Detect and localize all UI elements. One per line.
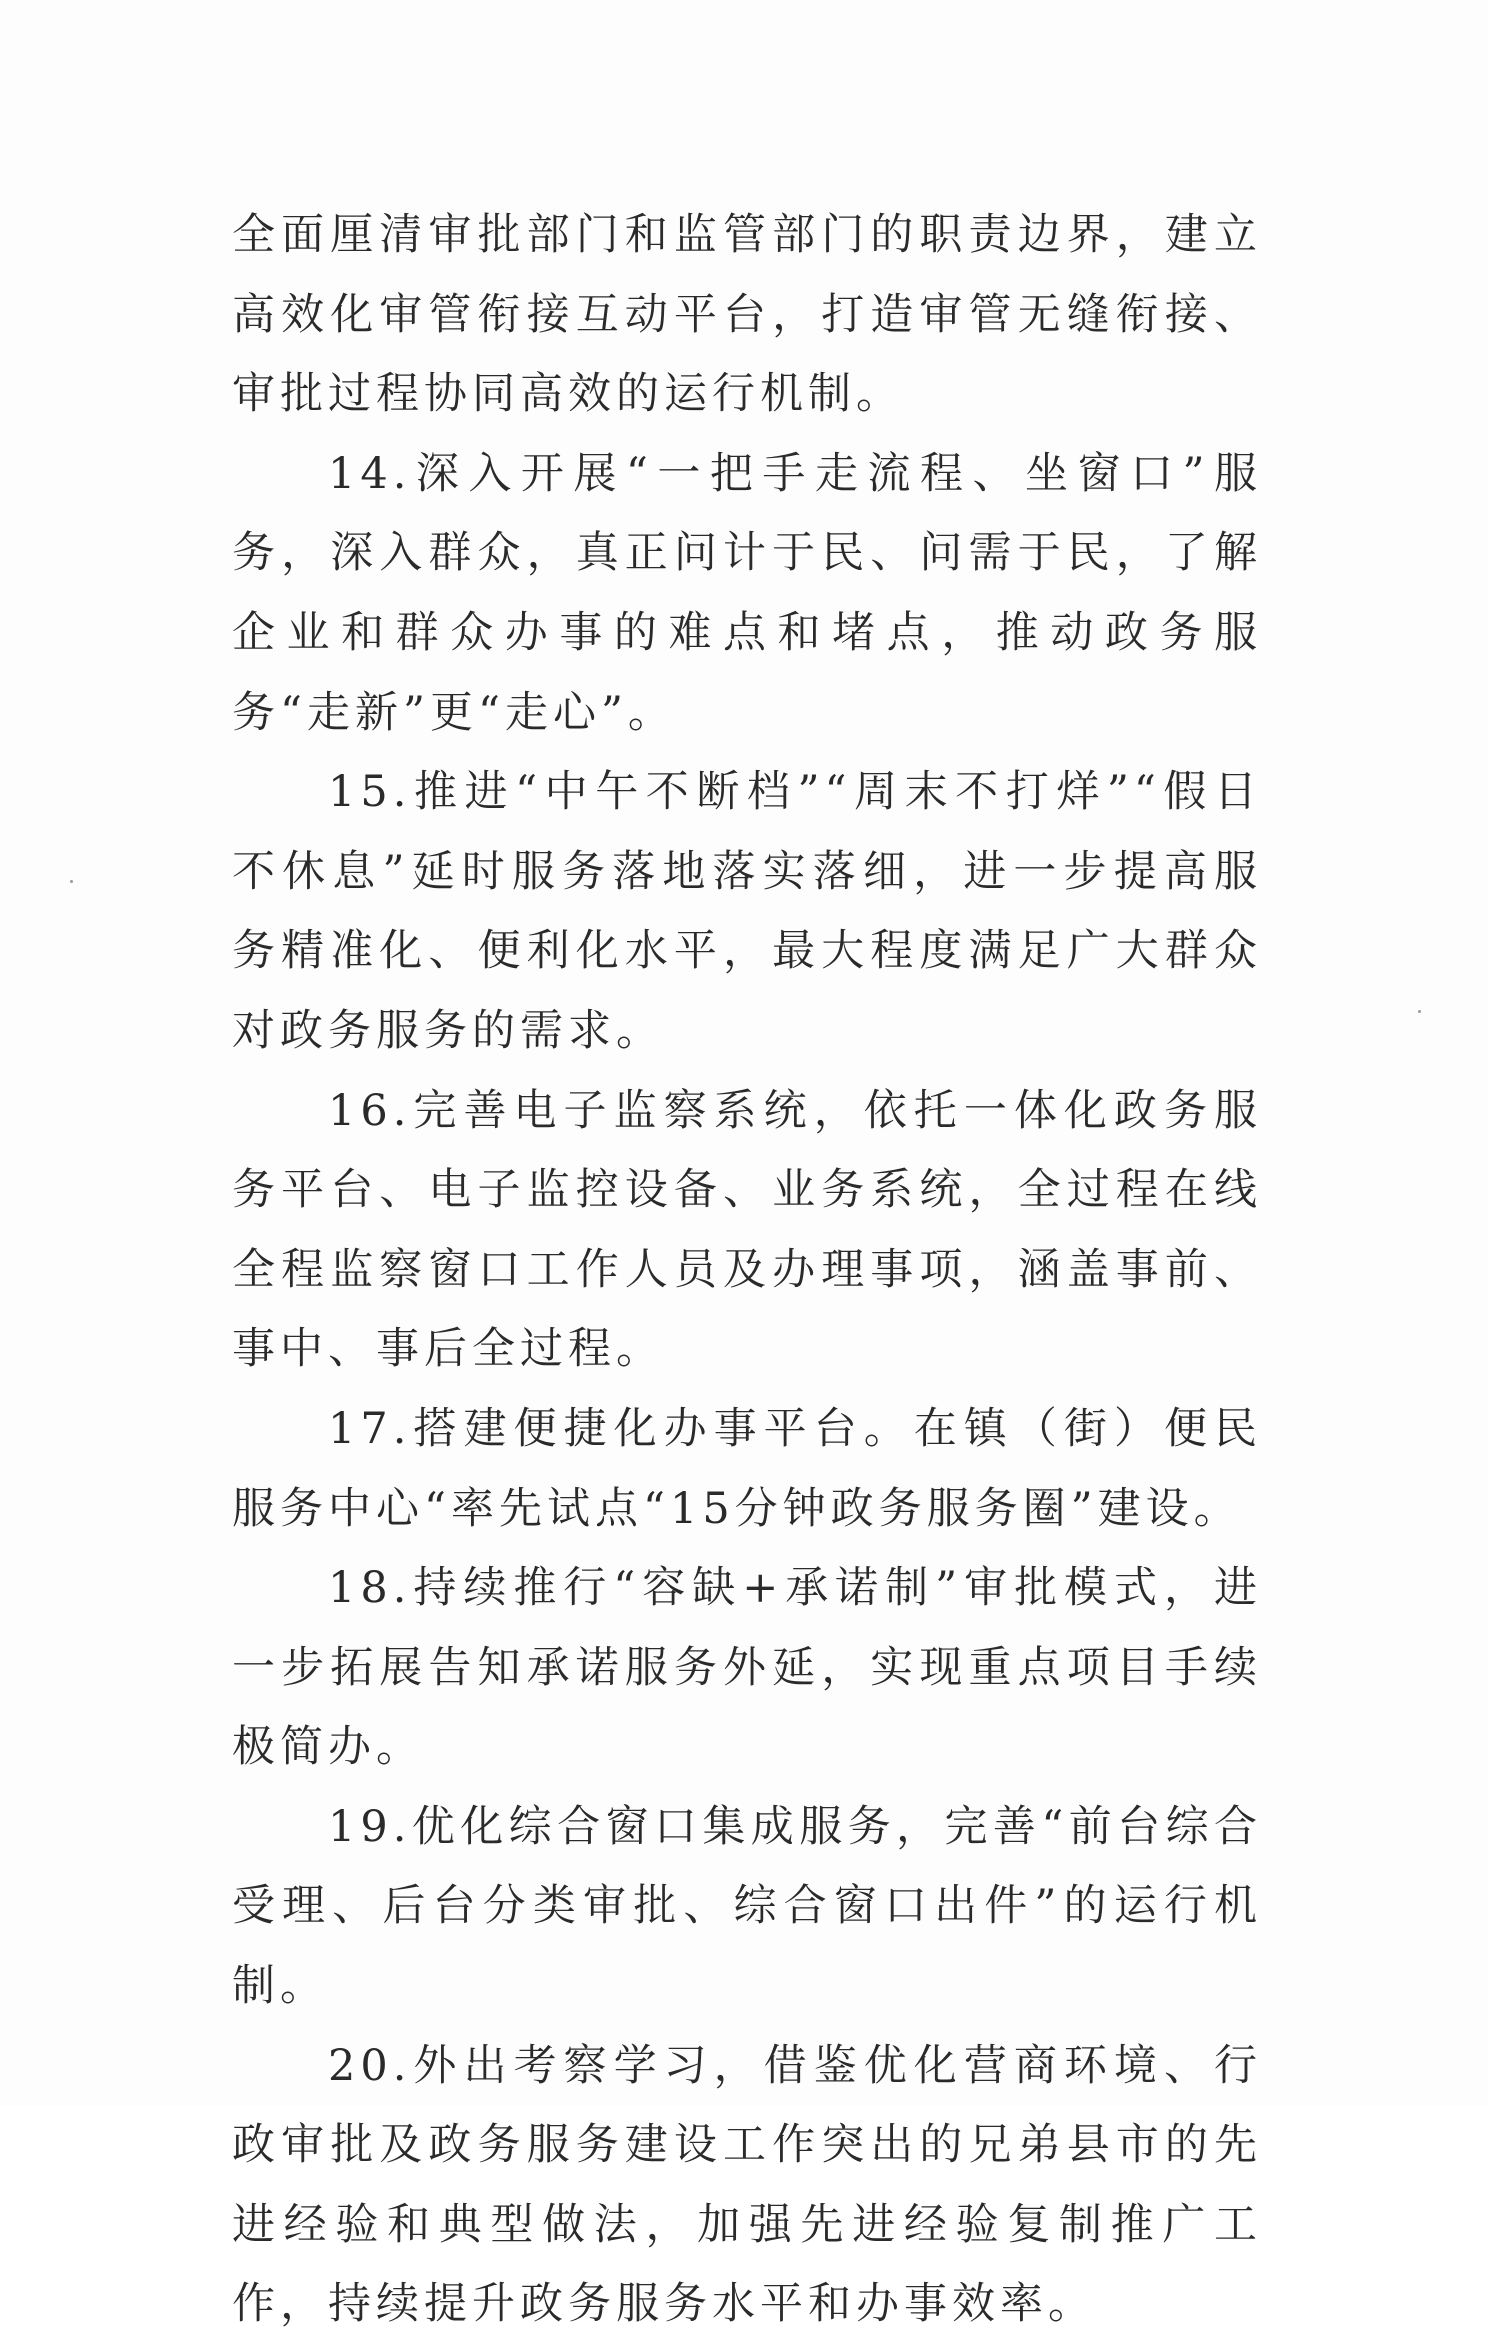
paragraph-item-17: 17.搭建便捷化办事平台。在镇（街）便民服务中心“率先试点“15分钟政务服务圈”建设。 xyxy=(232,1403,1262,1534)
paragraph-item-16: 16.完善电子监察系统，依托一体化政务服务平台、电子监控设备、业务系统，全过程在线全程监察窗口工作人员及办理事项，涵盖事前、事中、事后全过程。 xyxy=(232,1085,1262,1375)
document-body xyxy=(232,196,1262,2345)
paragraph-item-15: 15.推进“中午不断档”“周末不打烊”“假日不休息”延时服务落地落实落细，进一步提高服务精准化、便利化水平，最大程度满足广大群众对政务服务的需求。 xyxy=(232,767,1262,1056)
paragraph-item-18: 18.持续推行“容缺+承诺制”审批模式，进一步拓展告知承诺服务外延，实现重点项目手续极简办。 xyxy=(232,1563,1262,1773)
scan-speck xyxy=(1418,1010,1421,1013)
paragraph-continuation: 全面厘清审批部门和监管部门的职责边界，建立高效化审管衔接互动平台，打造审管无缝衔接、审批过程协同高效的运行机制。 xyxy=(232,210,1262,420)
paragraph-item-14: 14.深入开展“一把手走流程、坐窗口”服务，深入群众，真正问计于民、问需于民，了解企业和群众办事的难点和堵点，推动政务服务“走新”更“走心”。 xyxy=(232,448,1262,738)
paragraph-item-20: 20.外出考察学习，借鉴优化营商环境、行政审批及政务服务建设工作突出的兄弟县市的先进经验和典型做法，加强先进经验复制推广工作，持续提升政务服务水平和办事效率。 xyxy=(232,2040,1262,2330)
paragraph-item-19: 19.优化综合窗口集成服务，完善“前台综合受理、后台分类审批、综合窗口出件”的运行机制。 xyxy=(232,1801,1262,2012)
scan-speck xyxy=(70,880,73,883)
